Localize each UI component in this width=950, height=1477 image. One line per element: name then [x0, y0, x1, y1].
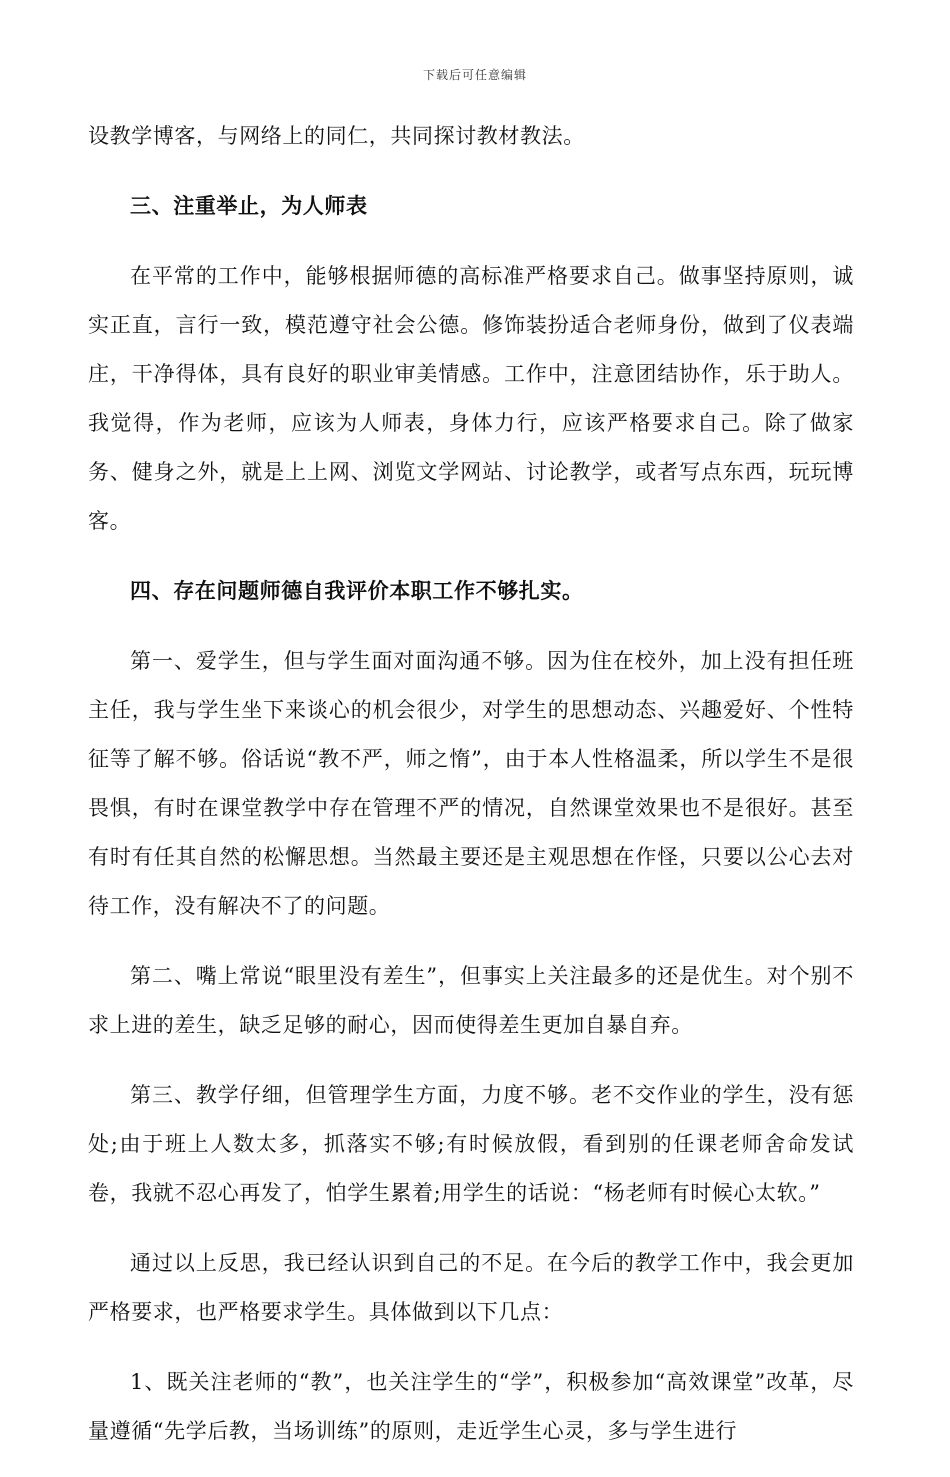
paragraph-continuation: 设教学博客，与网络上的同仁，共同探讨教材教法。 — [88, 124, 585, 148]
paragraph-problem-3: 第三、教学仔细，但管理学生方面，力度不够。老不交作业的学生，没有惩处;由于班上人数太多，抓落实不够;有时候放假，看到别的任课老师舍命发试卷，我就不忍心再发了，怕学生累着;用学生的话说：“杨老师有时候心太软。” — [88, 1083, 854, 1205]
section-heading-4: 四、存在问题师德自我评价本职工作不够扎实。 — [130, 579, 584, 603]
paragraph-plan-1: 1、既关注老师的“教”，也关注学生的“学”，积极参加“高效课堂”改革，尽量遵循“先学后教，当场训练”的原则，走近学生心灵，多与学生进行 — [88, 1370, 854, 1443]
paragraph-problem-2: 第二、嘴上常说“眼里没有差生”，但事实上关注最多的还是优生。对个别不求上进的差生，缺乏足够的耐心，因而使得差生更加自暴自弃。 — [88, 964, 854, 1037]
page-header: 下载后可任意编辑 — [422, 68, 527, 82]
paragraph-conduct: 在平常的工作中，能够根据师德的高标准严格要求自己。做事坚持原则，诚实正直，言行一致，模范遵守社会公德。修饰装扮适合老师身份，做到了仪表端庄，干净得体，具有良好的职业审美情感。工作中，注意团结协作，乐于助人。我觉得，作为老师，应该为人师表，身体力行，应该严格要求自己。除了做家务、健身之外，就是上上网、浏览文学网站、讨论教学，或者写点东西，玩玩博客。 — [88, 264, 854, 533]
document-body — [88, 112, 854, 1477]
section-heading-3: 三、注重举止，为人师表 — [130, 194, 368, 218]
paragraph-problem-1: 第一、爱学生，但与学生面对面沟通不够。因为住在校外，加上没有担任班主任，我与学生坐下来谈心的机会很少，对学生的思想动态、兴趣爱好、个性特征等了解不够。俗话说“教不严，师之惰”，由于本人性格温柔，所以学生不是很畏惧，有时在课堂教学中存在管理不严的情况，自然课堂效果也不是很好。甚至有时有任其自然的松懈思想。当然最主要还是主观思想在作怪，只要以公心去对待工作，没有解决不了的问题。 — [88, 649, 854, 918]
paragraph-reflection: 通过以上反思，我已经认识到自己的不足。在今后的教学工作中，我会更加严格要求，也严格要求学生。具体做到以下几点： — [88, 1251, 854, 1324]
